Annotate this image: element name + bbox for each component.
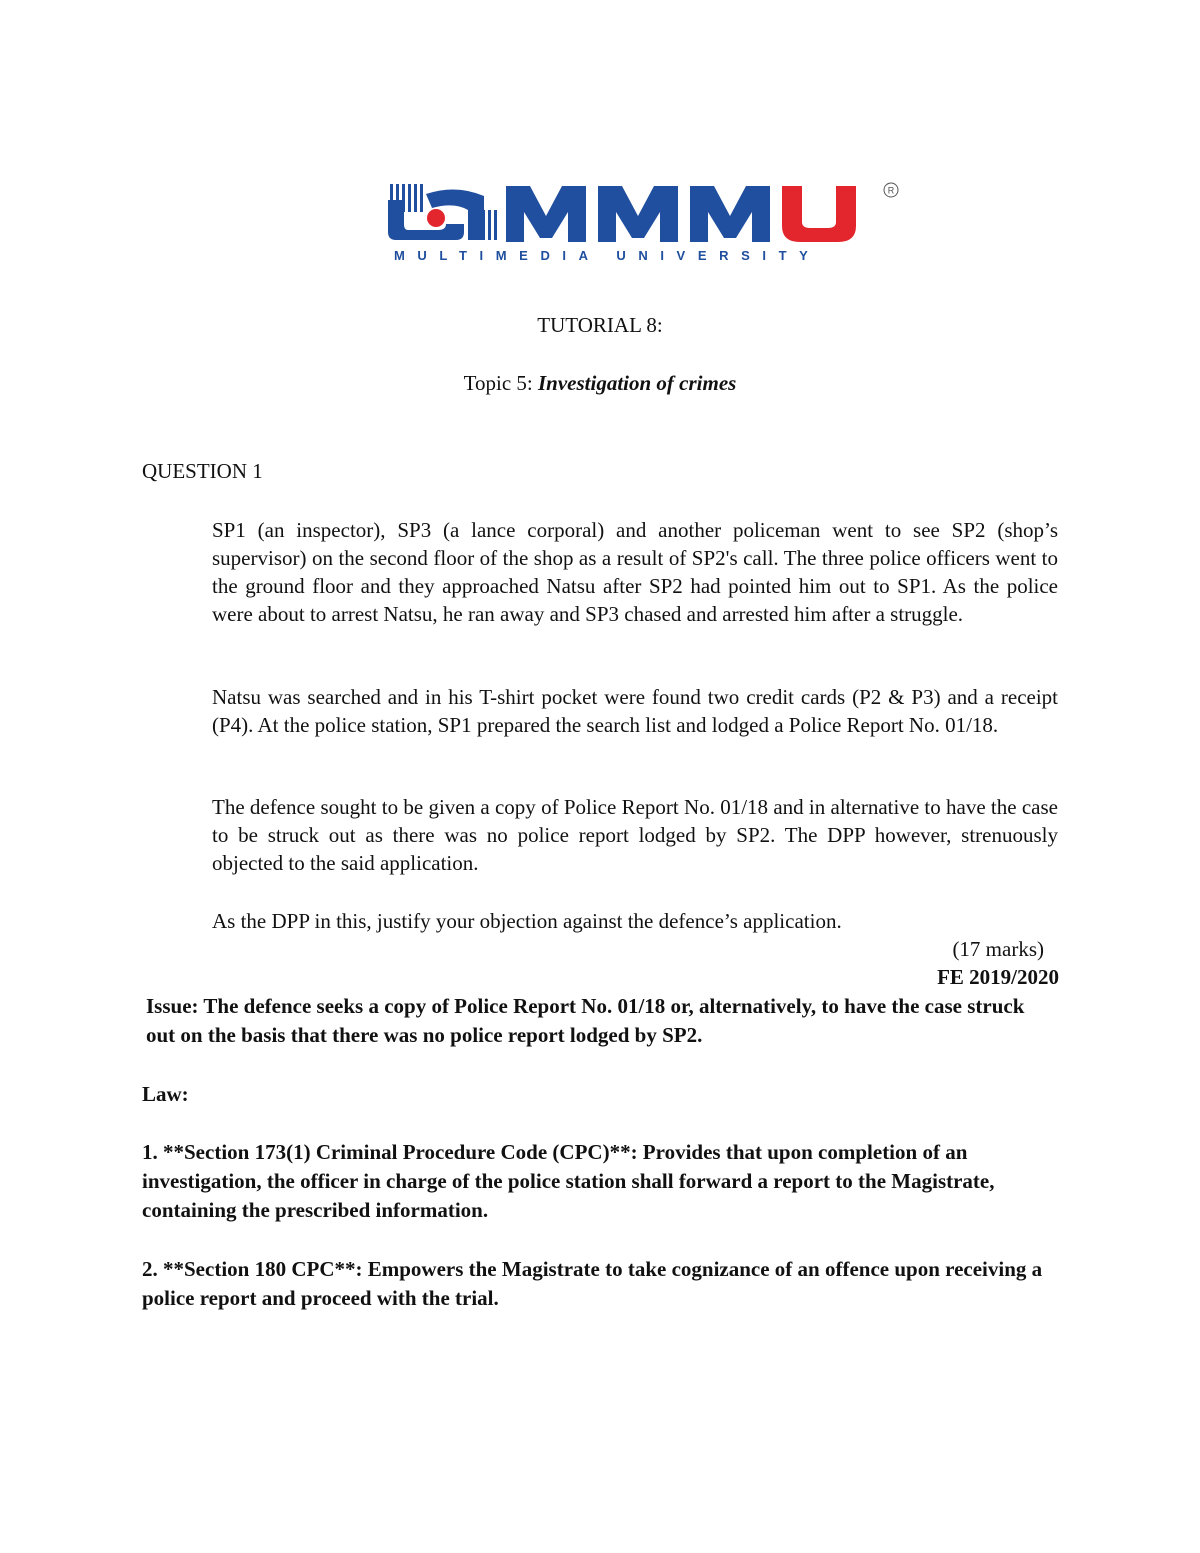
topic-title: Investigation of crimes: [538, 371, 737, 395]
exam-reference: FE 2019/2020: [937, 965, 1059, 989]
tutorial-title: TUTORIAL 8:: [537, 313, 663, 337]
question-instruction: As the DPP in this, justify your objection against the defence’s application.: [212, 909, 842, 933]
question-paragraph: Natsu was searched and in his T-shirt pocket were found two credit cards (P2 & P3) and a receipt (P4). At the police station, SP1 prepared the search list and lodged a Police Report No. 01/18.: [212, 685, 1058, 737]
question-paragraph: SP1 (an inspector), SP3 (a lance corporal) and another policeman went to see SP2 (shop’s supervisor) on the second floor of the shop as a result of SP2's call. The three police officers went to the ground floor and they approached Natsu after SP2 had pointed him out to SP1. As the police were about to arrest Natsu, he ran away and SP3 chased and arrested him after a struggle.: [212, 518, 1058, 626]
svg-text:R: R: [887, 185, 895, 196]
answer-issue: Issue: The defence seeks a copy of Police Report No. 01/18 or, alternatively, to have the case struck out on the basis that there was no police report lodged by SP2.: [146, 994, 1025, 1047]
topic-prefix: Topic 5:: [463, 371, 538, 395]
topic-line: [0, 370, 1200, 396]
marks-label: (17 marks): [952, 937, 1044, 961]
law-point: 1. **Section 173(1) Criminal Procedure Code (CPC)**: Provides that upon completion of an investigation, the officer in charge of the police station shall forward a report to the Magistrate, containing the prescribed information.: [142, 1140, 995, 1222]
question-paragraph: The defence sought to be given a copy of Police Report No. 01/18 and in alternative to have the case to be struck out as there was no police report lodged by SP2. The DPP however, strenuously objected to the said application.: [212, 795, 1058, 875]
question-heading: QUESTION 1: [142, 459, 263, 483]
law-point: 2. **Section 180 CPC**: Empowers the Magistrate to take cognizance of an offence upon receiving a police report and proceed with the trial.: [142, 1257, 1043, 1310]
law-heading: Law:: [142, 1082, 189, 1106]
mmu-logo: [386, 180, 910, 266]
svg-text:MULTIMEDIA UNIVERSITY: MULTIMEDIA UNIVERSITY: [394, 248, 821, 263]
